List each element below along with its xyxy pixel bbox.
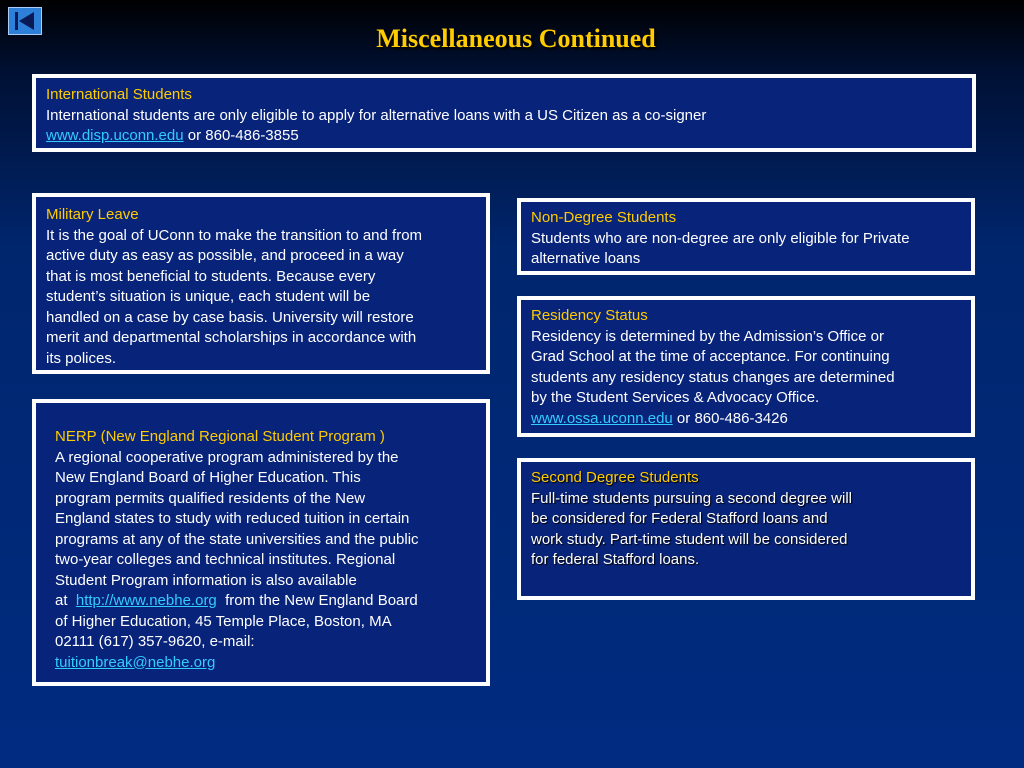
ossa-link[interactable]: www.ossa.uconn.edu — [531, 409, 673, 427]
page-title: Miscellaneous Continued — [376, 24, 656, 53]
second-degree-line: be considered for Federal Stafford loans and — [531, 510, 828, 527]
nerp-line: England states to study with reduced tuition in certain — [55, 510, 410, 527]
residency-line: by the Student Services & Advocacy Office. — [531, 389, 820, 406]
nerp-line: two-year colleges and technical institutes. Regional — [55, 551, 396, 568]
disp-link[interactable]: www.disp.uconn.edu — [46, 127, 184, 144]
military-leave-line: handled on a case by case basis. University will restore — [46, 308, 414, 326]
residency-line: Grad School at the time of acceptance. For continuing — [531, 348, 890, 365]
residency-heading: Residency Status — [531, 307, 648, 324]
residency-status-box — [517, 296, 975, 437]
nerp-line: programs at any of the state universities and the public — [55, 530, 419, 548]
international-phone: or 860-486-3855 — [183, 127, 299, 144]
military-leave-line: active duty as easy as possible, and proceed in a way — [46, 247, 404, 264]
second-degree-line: work study. Part-time student will be considered — [531, 530, 848, 548]
military-leave-heading: Military Leave — [46, 206, 139, 223]
second-degree-heading: Second Degree Students — [531, 469, 699, 486]
non-degree-heading: Non-Degree Students — [531, 209, 677, 226]
residency-line: Residency is determined by the Admission’s Office or — [531, 327, 884, 345]
second-degree-students-box — [517, 458, 975, 600]
military-leave-line: student’s situation is unique, each student will be — [46, 288, 371, 305]
nebhe-link[interactable]: http://www.nebhe.org — [75, 592, 217, 609]
international-students-heading: International Students — [46, 86, 192, 103]
second-degree-line: for federal Stafford loans. — [531, 551, 700, 568]
non-degree-students-box — [517, 198, 975, 275]
residency-line: students any residency status changes are determined — [531, 368, 895, 386]
nerp-box — [32, 399, 490, 686]
non-degree-line: Students who are non-degree are only eligible for Private — [531, 229, 910, 247]
nerp-line: A regional cooperative program administered by the — [55, 448, 399, 466]
residency-contact-line — [531, 409, 961, 430]
non-degree-line: alternative loans — [531, 250, 641, 267]
nerp-email-line — [55, 653, 468, 674]
military-leave-line: merit and departmental scholarships in accordance with — [46, 329, 417, 346]
military-leave-line: that is most beneficial to students. Because every — [46, 267, 376, 285]
military-leave-line: its polices. — [46, 349, 117, 367]
nerp-line: of Higher Education, 45 Temple Place, Boston, MA — [55, 612, 392, 630]
residency-phone: or 860-486-3426 — [672, 409, 788, 427]
international-students-box — [32, 74, 976, 152]
international-contact-line — [46, 126, 962, 147]
international-students-text: International students are only eligible to apply for alternative loans with a US Citizen as a co-signer — [46, 106, 707, 124]
nerp-line: program permits qualified residents of the New — [55, 489, 366, 507]
nebhe-email-link[interactable]: tuitionbreak@nebhe.org — [55, 653, 216, 671]
military-leave-box — [32, 193, 490, 374]
nerp-line: Student Program information is also available — [55, 571, 357, 589]
nerp-line: 02111 (617) 357-9620, e-mail: — [55, 633, 255, 650]
military-leave-line: It is the goal of UConn to make the transition to and from — [46, 226, 423, 244]
nerp-link-line — [55, 591, 468, 612]
nerp-link-suffix: from the New England Board — [216, 592, 418, 609]
nerp-heading: NERP (New England Regional Student Program ) — [55, 428, 385, 445]
second-degree-line: Full-time students pursuing a second degree will — [531, 489, 852, 507]
nerp-at-text: at — [55, 592, 76, 609]
nerp-line: New England Board of Higher Education. This — [55, 469, 361, 486]
